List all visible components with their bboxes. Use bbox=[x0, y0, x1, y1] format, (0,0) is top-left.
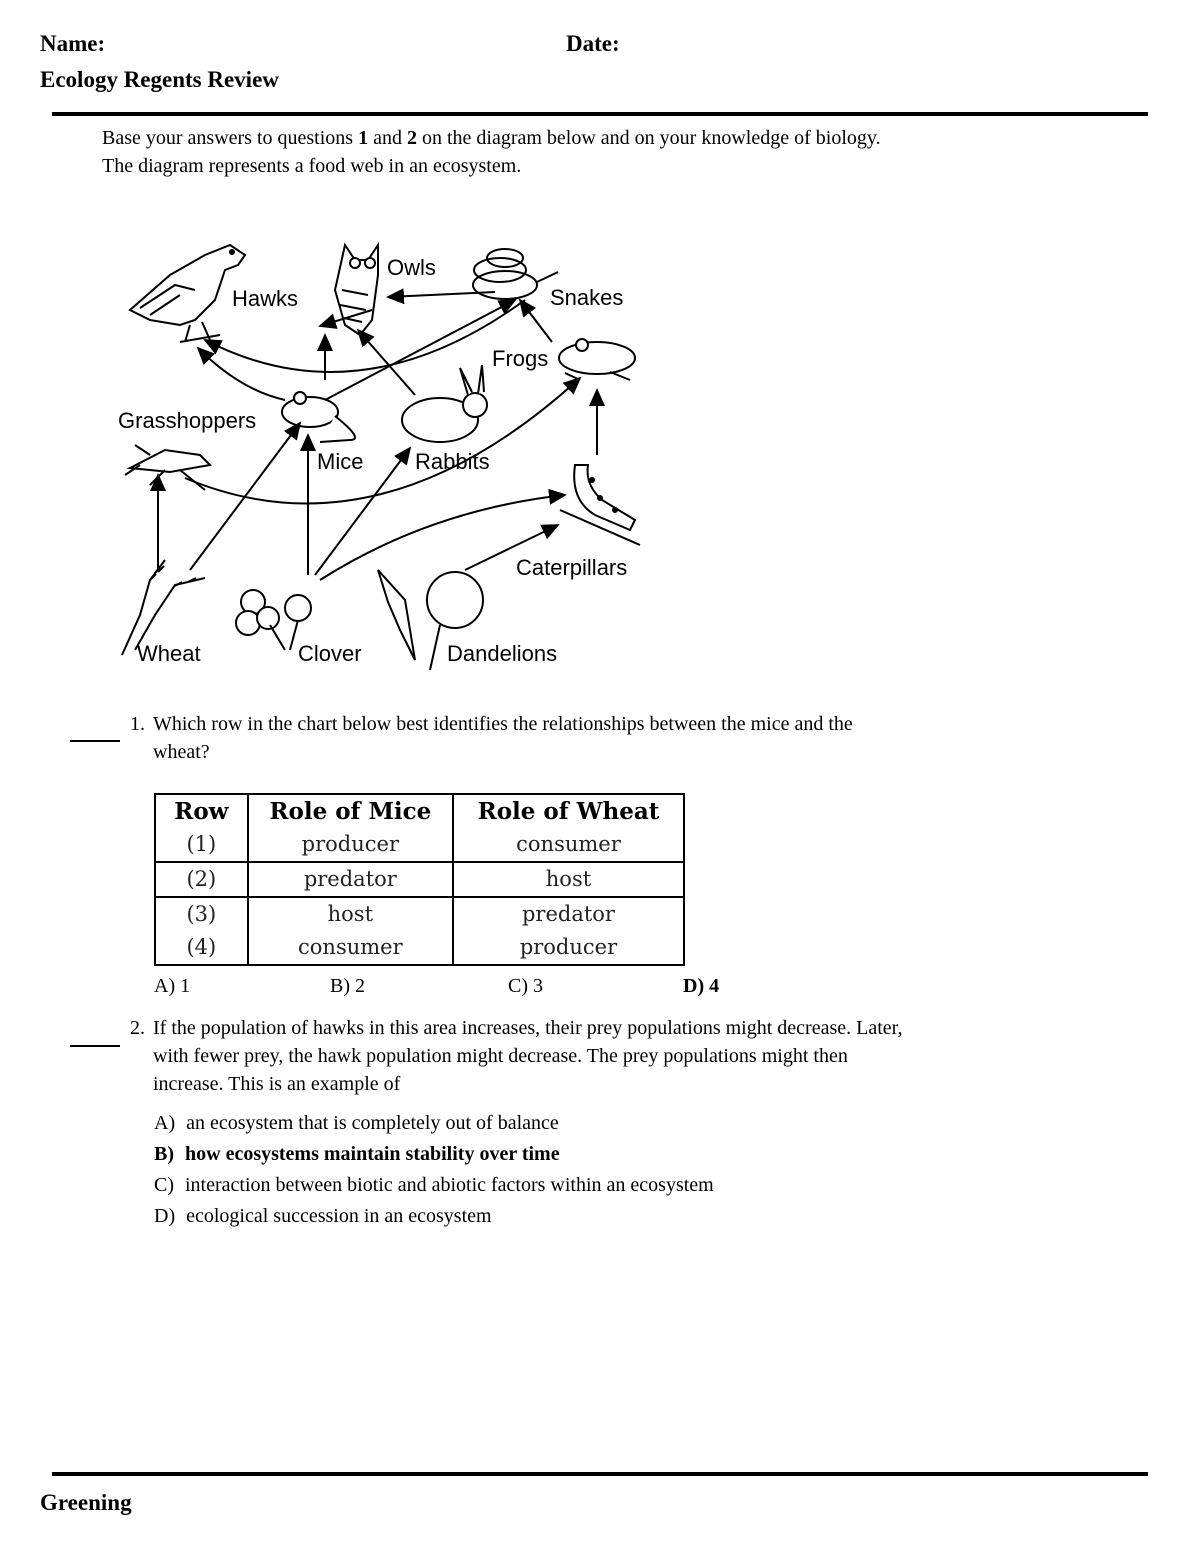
chart-cell: predator bbox=[248, 862, 453, 897]
chart-cell: consumer bbox=[248, 931, 453, 965]
chart-cell: (3) bbox=[155, 897, 248, 931]
answer-blank-1[interactable] bbox=[70, 740, 120, 742]
choice-text: interaction between biotic and abiotic factors within an ecosystem bbox=[185, 1174, 714, 1196]
label-mice: Mice bbox=[317, 449, 364, 474]
chart-header-row bbox=[155, 794, 684, 828]
arrow-wheat-to-mouse bbox=[190, 423, 300, 570]
question-2-text bbox=[153, 1014, 1083, 1098]
q1-choice-d[interactable]: D) 4 bbox=[683, 975, 720, 997]
table-row bbox=[155, 862, 684, 897]
caterpillar-illustration bbox=[560, 465, 640, 545]
label-caterpillars: Caterpillars bbox=[516, 555, 628, 580]
name-label: Name: bbox=[40, 31, 106, 56]
table-row bbox=[155, 828, 684, 862]
q1-choice-b[interactable]: B) 2 bbox=[330, 975, 365, 997]
choice-text: ecological succession in an ecosystem bbox=[186, 1205, 492, 1227]
table-row bbox=[155, 897, 684, 931]
question-1-line-2: wheat? bbox=[153, 741, 210, 763]
chart-cell: (2) bbox=[155, 862, 248, 897]
chart-cell: (4) bbox=[155, 931, 248, 965]
date-label: Date: bbox=[566, 31, 620, 56]
question-2-line-2: with fewer prey, the hawk population might decrease. The prey populations might then bbox=[153, 1045, 848, 1067]
choice-text: how ecosystems maintain stability over time bbox=[185, 1143, 560, 1165]
chart-header-row-label: Row bbox=[155, 794, 248, 828]
roles-chart bbox=[154, 793, 685, 966]
q2-choice-c[interactable] bbox=[154, 1174, 714, 1197]
intro-line-2: The diagram represents a food web in an ecosystem. bbox=[102, 155, 522, 177]
q2-choice-d[interactable] bbox=[154, 1205, 492, 1228]
intro-line-1: Base your answers to questions 1 and 2 on the diagram below and on your knowledge of biology. bbox=[102, 127, 881, 149]
label-dandelions: Dandelions bbox=[447, 641, 558, 666]
header-rule bbox=[52, 112, 1148, 116]
label-rabbits: Rabbits bbox=[415, 449, 490, 474]
question-2-number: 2. bbox=[130, 1017, 145, 1039]
table-row bbox=[155, 931, 684, 965]
frog-illustration bbox=[559, 339, 635, 380]
choice-letter: D) bbox=[154, 1205, 176, 1227]
label-frogs: Frogs bbox=[492, 346, 549, 371]
arrow-frog-to-snake bbox=[520, 300, 552, 342]
chart-header-mice: Role of Mice bbox=[248, 794, 453, 828]
label-clover: Clover bbox=[298, 641, 362, 666]
choice-letter: B) bbox=[154, 1143, 174, 1165]
food-web-diagram bbox=[110, 230, 660, 680]
page-title: Ecology Regents Review bbox=[40, 67, 279, 92]
footer-rule bbox=[52, 1472, 1148, 1476]
chart-cell: producer bbox=[248, 828, 453, 862]
q1-choice-c[interactable]: C) 3 bbox=[508, 975, 543, 997]
hawk-illustration bbox=[130, 245, 245, 342]
rabbit-illustration bbox=[402, 365, 487, 442]
q2-choice-a[interactable] bbox=[154, 1112, 559, 1135]
question-1-number: 1. bbox=[130, 713, 145, 735]
answer-blank-2[interactable] bbox=[70, 1045, 120, 1047]
q1-choice-a[interactable]: A) 1 bbox=[154, 975, 191, 997]
choice-text: an ecosystem that is completely out of balance bbox=[186, 1112, 559, 1134]
intro-text bbox=[102, 124, 1102, 180]
question-2-line-1: If the population of hawks in this area increases, their prey populations might decrease. Later, bbox=[153, 1017, 903, 1039]
label-hawks: Hawks bbox=[232, 286, 299, 311]
arrow-rabbit-to-owl bbox=[358, 330, 415, 395]
question-2-line-3: increase. This is an example of bbox=[153, 1073, 401, 1095]
chart-cell: consumer bbox=[453, 828, 684, 862]
arrow-snake-to-owl bbox=[388, 292, 495, 297]
owl-illustration bbox=[335, 245, 378, 335]
q2-choice-b[interactable] bbox=[154, 1143, 560, 1166]
mouse-illustration bbox=[282, 392, 355, 442]
label-owls: Owls bbox=[387, 255, 436, 280]
question-1-line-1: Which row in the chart below best identifies the relationships between the mice and the bbox=[153, 713, 853, 735]
chart-header-wheat: Role of Wheat bbox=[453, 794, 684, 828]
label-grasshoppers: Grasshoppers bbox=[118, 408, 257, 433]
question-1-text bbox=[153, 710, 1053, 766]
label-wheat: Wheat bbox=[137, 641, 201, 666]
chart-cell: (1) bbox=[155, 828, 248, 862]
choice-letter: C) bbox=[154, 1174, 174, 1196]
chart-cell: predator bbox=[453, 897, 684, 931]
chart-cell: host bbox=[453, 862, 684, 897]
chart-cell: producer bbox=[453, 931, 684, 965]
footer-author: Greening bbox=[40, 1490, 132, 1515]
chart-cell: host bbox=[248, 897, 453, 931]
label-snakes: Snakes bbox=[550, 285, 624, 310]
choice-letter: A) bbox=[154, 1112, 176, 1134]
